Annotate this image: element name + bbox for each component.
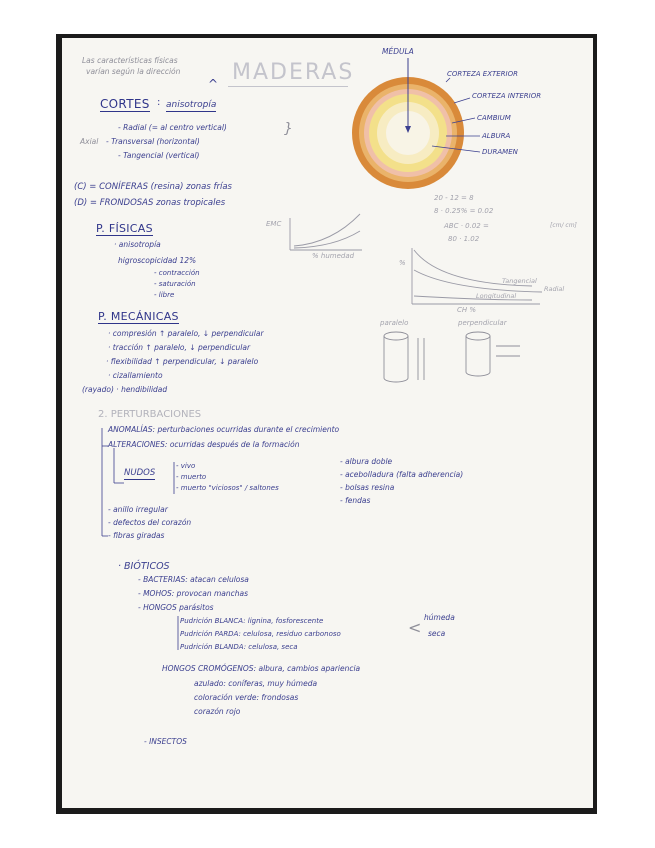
corte-tangencial: - Tangencial (vertical) (118, 151, 200, 160)
graph1-xlabel: % humedad (312, 252, 355, 260)
mecanicas-item-traccion: · tracción ↑ paralelo, ↓ perpendicular (108, 343, 251, 352)
cylinder-paralelo (384, 332, 424, 382)
graph-contraccion (412, 248, 542, 304)
fig-paralelo-label: paralelo (380, 319, 409, 327)
graph2-label-tangencial: Tangencial (502, 277, 537, 285)
perturbaciones-alteraciones: ALTERACIONES: ocurridas después de la formación (108, 440, 300, 449)
mecanicas-item-hendibilidad: (rayado) · hendibilidad (82, 385, 168, 394)
graph2-label-radial: Radial (544, 285, 565, 293)
cromogeno-verde: coloración verde: frondosas (194, 693, 299, 702)
perturbaciones-anomalias: ANOMALÍAS: perturbaciones ocurridas durante el crecimiento (108, 425, 340, 434)
arrow-up-icon: ^ (208, 77, 219, 91)
trunk-label-corteza-exterior: CORTEZA EXTERIOR (447, 70, 518, 78)
cromogeno-corazon-rojo: corazón rojo (194, 707, 241, 716)
biotico-mohos: - MOHOS: provocan manchas (138, 589, 249, 598)
calc-line-1: 20 - 12 = 8 (434, 194, 474, 202)
especie-coniferas: (C) = CONÍFERAS (resina) zonas frías (74, 182, 232, 192)
graph2-label-longitudinal: Longitudinal (476, 292, 517, 300)
fisicas-item-saturacion: - saturación (154, 280, 196, 288)
fisicas-item-libre: - libre (154, 291, 175, 299)
trunk-label-albura: ALBURA (482, 132, 511, 140)
biotico-insectos: - INSECTOS (144, 737, 187, 746)
anomalia-fibras-giradas: - fibras giradas (108, 531, 165, 540)
bioticos-heading: · BIÓTICOS (118, 561, 170, 572)
nudo-muerto: - muerto (176, 473, 207, 481)
trunk-label-duramen: DURAMEN (482, 148, 518, 156)
calc-line-2: 8 · 0.25% = 0.02 (434, 207, 494, 215)
cortes-heading: CORTES (100, 97, 150, 111)
pudricion-humeda: húmeda (424, 613, 455, 622)
perturbaciones-heading: 2. PERTURBACIONES (98, 409, 202, 420)
mecanicas-item-compresion: · compresión ↑ paralelo, ↓ perpendicular (108, 329, 264, 338)
note-top-line-1: Las características físicas (82, 56, 178, 65)
calc-line-4: 80 · 1.02 (448, 235, 480, 243)
sketches-layer (62, 38, 593, 808)
pudricion-parda: Pudrición PARDA: celulosa, residuo carbonoso (180, 630, 341, 638)
biotico-hongos: - HONGOS parásitos (138, 603, 214, 612)
anisotropia-label: anisotropía (166, 100, 217, 110)
cylinder-perpendicular (466, 332, 520, 376)
cromogeno-azulado: azulado: coníferas, muy húmeda (194, 679, 318, 688)
pointer-corteza-exterior (446, 78, 450, 82)
graph1-curve-1 (294, 214, 360, 246)
mecanicas-item-cizallamiento: · cizallamiento (108, 371, 163, 380)
page-title: MADERAS (232, 60, 355, 85)
biotico-bacterias: - BACTERIAS: atacan celulosa (138, 575, 249, 584)
bracket-icon: < (408, 618, 422, 637)
graph-emc (290, 214, 362, 250)
pudricion-blanda: Pudrición BLANDA: celulosa, seca (180, 643, 298, 651)
pointer-corteza-interior (454, 98, 470, 103)
alteracion-albura-doble: - albura doble (340, 457, 393, 466)
trunk-label-cambium: CAMBIUM (477, 114, 511, 122)
anomalia-defectos-corazon: - defectos del corazón (108, 518, 192, 527)
hongos-cromogenos: HONGOS CROMÓGENOS: albura, cambios apariencia (162, 664, 361, 673)
corte-axial-label: Axial (80, 137, 99, 146)
corte-radial: - Radial (= al centro vertical) (118, 123, 227, 132)
note-top-line-2: varían según la dirección (86, 67, 181, 76)
nudo-muerto-vicioso: - muerto "viciosos" / saltones (176, 484, 279, 492)
fisicas-item-contraccion: - contracción (154, 269, 200, 277)
calc-line-3: ABC · 0.02 = (444, 222, 489, 230)
mecanicas-item-flexibilidad: · flexibilidad ↑ perpendicular, ↓ paralelo (106, 357, 259, 366)
fisicas-heading: P. FÍSICAS (96, 222, 153, 235)
anomalia-anillo-irregular: - anillo irregular (108, 505, 168, 514)
perturbaciones-tree-lines (102, 428, 174, 536)
trunk-label-corteza-interior: CORTEZA INTERIOR (472, 92, 542, 100)
nudo-vivo: - vivo (176, 462, 196, 470)
graph2-xlabel: CH % (457, 306, 477, 314)
colon-sep: : (157, 97, 161, 108)
alteracion-acebolladura: - acebolladura (falta adherencia) (340, 470, 464, 479)
graph2-ylabel: % (399, 259, 406, 267)
fisicas-item-higroscopicidad: higroscopicidad 12% (118, 256, 197, 265)
brace-icon: } (284, 121, 293, 137)
notebook-page (62, 38, 593, 808)
graph2-curve-tangencial (414, 250, 532, 286)
pudricion-seca: seca (428, 629, 446, 638)
fisicas-item-anisotropia: · anisotropía (114, 240, 161, 249)
calc-side-note: [cm/ cm] (550, 222, 577, 229)
corte-transversal: - Transversal (horizontal) (106, 137, 200, 146)
graph2-curve-longitudinal (414, 296, 532, 300)
graph1-ylabel: EMC (266, 220, 282, 228)
nudos-label: NUDOS (124, 468, 156, 478)
trunk-cross-section (352, 58, 480, 189)
graph1-curve-2 (294, 231, 360, 248)
mecanicas-heading: P. MECÁNICAS (98, 310, 179, 323)
alteracion-fendas: - fendas (340, 496, 371, 505)
trunk-label-medula: MÉDULA (382, 47, 414, 56)
alteracion-bolsas-resina: - bolsas resina (340, 483, 395, 492)
pudricion-blanca: Pudrición BLANCA: lignina, fosforescente (180, 617, 324, 625)
especie-frondosas: (D) = FRONDOSAS zonas tropicales (74, 198, 226, 208)
fig-perpendicular-label: perpendicular (458, 319, 507, 327)
